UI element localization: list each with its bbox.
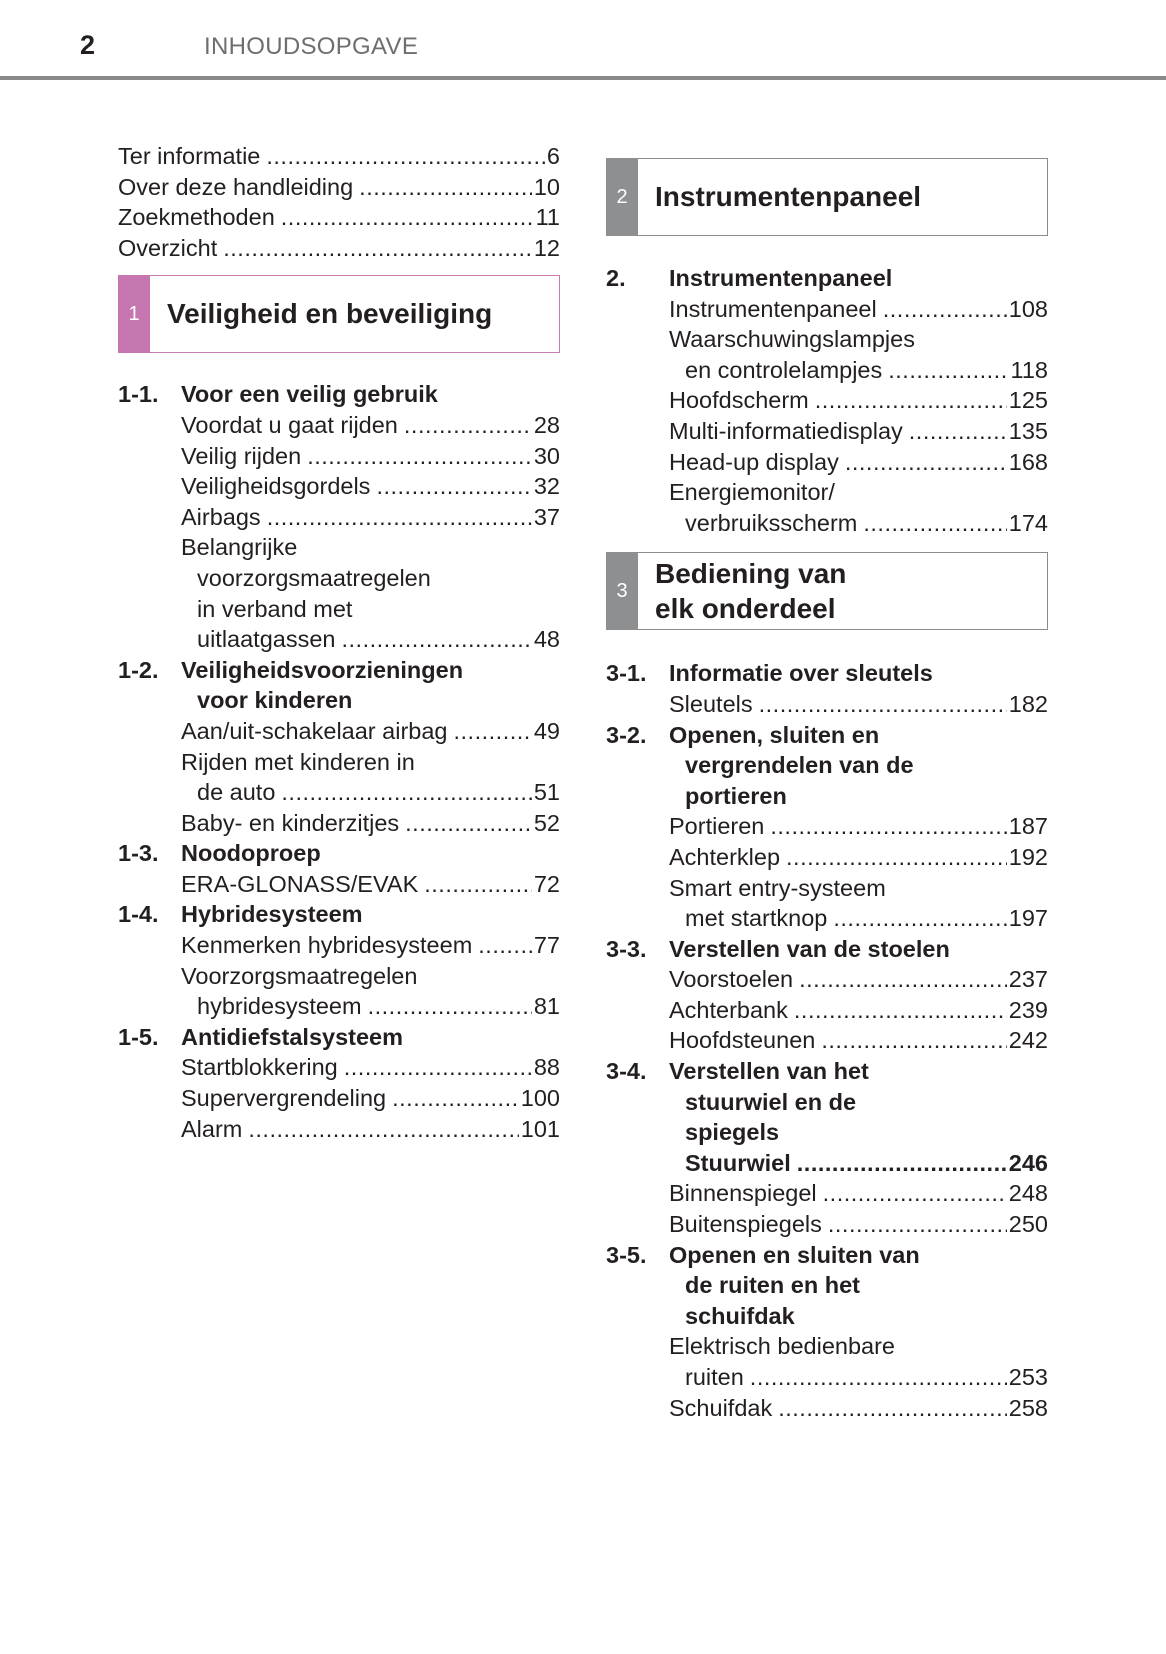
toc-entry-line[interactable]: voorzorgsmaatregelen [197,564,431,591]
toc-entry[interactable]: Head-up display ..... 168 [606,447,1048,478]
toc-entry[interactable]: ERA-GLONASS/EVAK ..... 72 [118,869,560,900]
toc-entry-line[interactable]: Belangrijke [181,534,298,561]
toc-entry[interactable]: Instrumentenpaneel ..... 108 [606,294,1048,325]
section-heading[interactable]: 3-2. Openen, sluiten en [606,721,880,748]
section-heading-line[interactable]: schuifdak [685,1302,795,1329]
section-heading[interactable]: 2. Instrumentenpaneel [606,265,893,291]
toc-entry[interactable]: Overzicht ..... 12 [118,233,560,264]
toc-entry[interactable]: Startblokkering ..... 88 [118,1052,560,1083]
toc-entry[interactable]: Veilig rijden ..... 30 [118,441,560,472]
toc-entry[interactable]: Portieren ..... 187 [606,811,1048,842]
toc-entry[interactable]: Buitenspiegels ..... 250 [606,1209,1048,1240]
toc-entry[interactable]: en controlelampjes ..... 118 [606,355,1048,386]
toc-entry[interactable]: met startknop ..... 197 [606,903,1048,934]
toc-entry-line[interactable]: Waarschuwingslampjes [669,326,915,353]
toc-entry[interactable]: Hoofdsteunen ..... 242 [606,1025,1048,1056]
toc-entry[interactable]: Airbags ..... 37 [118,502,560,533]
toc-entry-line[interactable]: Smart entry-systeem [669,874,886,901]
chapter-2-heading[interactable] [606,158,1048,236]
chapter-title: Bediening van elk onderdeel [655,558,847,625]
toc-entry[interactable]: Baby- en kinderzitjes ..... 52 [118,808,560,839]
toc-entry[interactable]: Voordat u gaat rijden ..... 28 [118,410,560,441]
section-heading-line[interactable]: spiegels [685,1119,780,1146]
chapter-3-heading[interactable] [606,552,1048,630]
chapter-1-heading[interactable] [118,275,560,353]
toc-entry-line[interactable]: Elektrisch bedienbare [669,1333,895,1360]
toc-entry[interactable]: verbruiksscherm ..... 174 [606,508,1048,539]
toc-entry[interactable]: ruiten ..... 253 [606,1362,1048,1393]
section-heading[interactable]: 3-3. Verstellen van de stoelen [606,935,950,962]
page-header [0,0,1166,82]
chapter-title: Instrumentenpaneel [655,181,922,212]
toc-entry[interactable]: Aan/uit-schakelaar airbag ..... 49 [118,716,560,747]
toc-entry[interactable]: Supervergrendeling ..... 100 [118,1083,560,1114]
chapter-title: Veiligheid en beveiliging [167,298,493,330]
toc-entry[interactable]: Sleutels ..... 182 [606,689,1048,720]
toc-entry[interactable]: de auto ..... 51 [118,777,560,808]
section-heading-line[interactable]: stuurwiel en de [685,1088,857,1115]
toc-entry[interactable]: Kenmerken hybridesysteem ..... 77 [118,930,560,961]
toc-column-left [118,143,560,1144]
toc-entry[interactable]: Voorstoelen ..... 237 [606,964,1048,995]
toc-entry[interactable]: Multi-informatiedisplay ..... 135 [606,416,1048,447]
toc-entry[interactable]: Zoekmethoden ..... 11 [118,202,560,233]
toc-entry[interactable]: Achterklep ..... 192 [606,842,1048,873]
header-divider [0,76,1166,80]
toc-entry[interactable]: Hoofdscherm ..... 125 [606,385,1048,416]
section-heading[interactable]: 3-5. Openen en sluiten van [606,1241,920,1268]
toc-entry[interactable]: Ter informatie ..... 6 [118,141,560,172]
section-heading[interactable]: 1-1. Voor een veilig gebruik [118,381,438,408]
toc-entry-line[interactable]: Rijden met kinderen in [181,748,415,775]
section-heading[interactable]: 1-2. Veiligheidsvoorzieningen [118,656,464,683]
section-heading-line[interactable]: portieren [685,782,787,809]
page-title: INHOUDSOPGAVE [204,33,419,60]
chapter-number-tab: 2 [606,158,638,236]
section-heading-line[interactable]: de ruiten en het [685,1272,860,1299]
toc-entry[interactable]: Alarm ..... 101 [118,1114,560,1145]
section-heading[interactable]: 1-5. Antidiefstalsysteem [118,1023,404,1050]
toc-entry-line[interactable]: Voorzorgsmaatregelen [181,962,418,989]
section-heading[interactable]: 3-4. Verstellen van het [606,1058,869,1085]
toc-entry[interactable]: hybridesysteem ..... 81 [118,991,560,1022]
toc-entry-line[interactable]: in verband met [197,595,353,622]
section-heading-line[interactable]: voor kinderen [197,687,353,714]
toc-entry[interactable]: Achterbank ..... 239 [606,995,1048,1026]
section-heading[interactable]: 1-4. Hybridesysteem [118,901,363,928]
page-number: 2 [80,30,96,60]
section-heading[interactable]: 1-3. Noodoproep [118,840,321,867]
toc-column-right [606,149,1048,1423]
section-heading[interactable]: 3-1. Informatie over sleutels [606,660,933,687]
section-heading-line[interactable]: vergrendelen van de [685,752,914,779]
toc-entry[interactable]: Veiligheidsgordels ..... 32 [118,471,560,502]
toc-entry[interactable]: Schuifdak ..... 258 [606,1393,1048,1424]
toc-entry-line[interactable]: Energiemonitor/ [669,479,835,506]
toc-entry[interactable]: Stuurwiel ..... 246 [606,1148,1048,1179]
toc-entry[interactable]: uitlaatgassen ..... 48 [118,624,560,655]
chapter-number-tab: 1 [118,275,150,353]
toc-entry[interactable]: Binnenspiegel ..... 248 [606,1178,1048,1209]
toc-entry[interactable]: Over deze handleiding ..... 10 [118,172,560,203]
chapter-number-tab: 3 [606,552,638,630]
